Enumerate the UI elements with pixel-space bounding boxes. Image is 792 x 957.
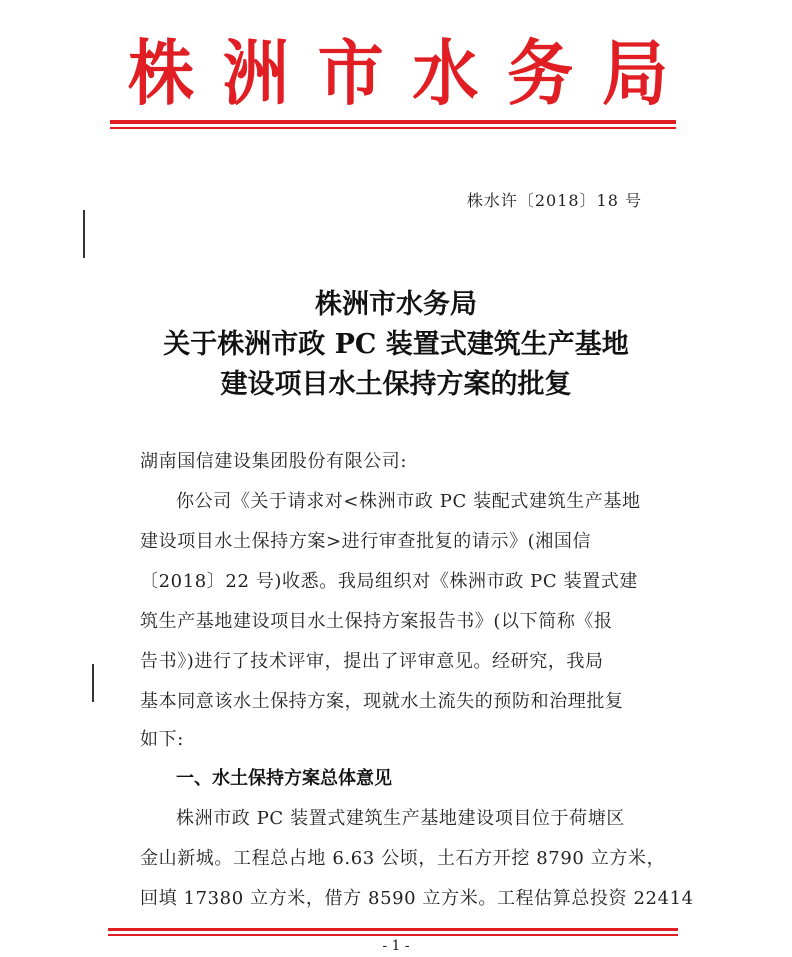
header-red-rule-thick (110, 120, 676, 124)
paragraph-line: 回填 17380 立方米，借方 8590 立方米。工程估算总投资 22414 (140, 888, 694, 909)
paragraph-line: 筑生产基地建设项目水土保持方案报告书》(以下简称《报 (140, 611, 613, 632)
document-title-line: 关于株洲市政 PC 装置式建筑生产基地 (163, 329, 629, 360)
margin-mark (83, 210, 85, 258)
letterhead-char: 市 (317, 30, 384, 116)
letterhead-char: 务 (507, 30, 574, 116)
letterhead-char: 水 (412, 30, 479, 116)
footer-red-rule-thin (108, 934, 678, 936)
margin-mark (92, 664, 94, 702)
letterhead-char: 局 (601, 30, 668, 116)
letterhead-title (128, 30, 668, 116)
paragraph-line: 株洲市政 PC 装置式建筑生产基地建设项目位于荷塘区 (176, 808, 625, 829)
letterhead-char: 株 (128, 30, 194, 116)
footer-red-rule-thick (108, 928, 678, 931)
paragraph-line: 金山新城。工程总占地 6.63 公顷，土石方开挖 8790 立方米， (140, 848, 666, 869)
paragraph-line: 建设项目水土保持方案>进行审查批复的请示》(湘国信 (140, 531, 592, 552)
paragraph-line: 你公司《关于请求对<株洲市政 PC 装配式建筑生产基地 (176, 491, 641, 512)
letterhead-char: 洲 (222, 30, 289, 116)
document-title-line: 株洲市水务局 (315, 289, 477, 320)
section-heading: 一、水土保持方案总体意见 (176, 768, 392, 789)
document-title-line: 建设项目水土保持方案的批复 (220, 369, 572, 400)
paragraph-line: 如下: (140, 729, 184, 750)
paragraph-line: 告书》)进行了技术评审，提出了评审意见。经研究，我局 (140, 651, 604, 672)
addressee: 湖南国信建设集团股份有限公司: (140, 451, 408, 472)
paragraph-line: 〔2018〕22 号)收悉。我局组织对《株洲市政 PC 装置式建 (140, 571, 638, 592)
page-number: - 1 - (382, 938, 410, 954)
document-number: 株水许〔2018〕18 号 (466, 191, 642, 210)
header-red-rule-thin (110, 127, 676, 129)
paragraph-line: 基本同意该水土保持方案，现就水土流失的预防和治理批复 (140, 691, 624, 712)
